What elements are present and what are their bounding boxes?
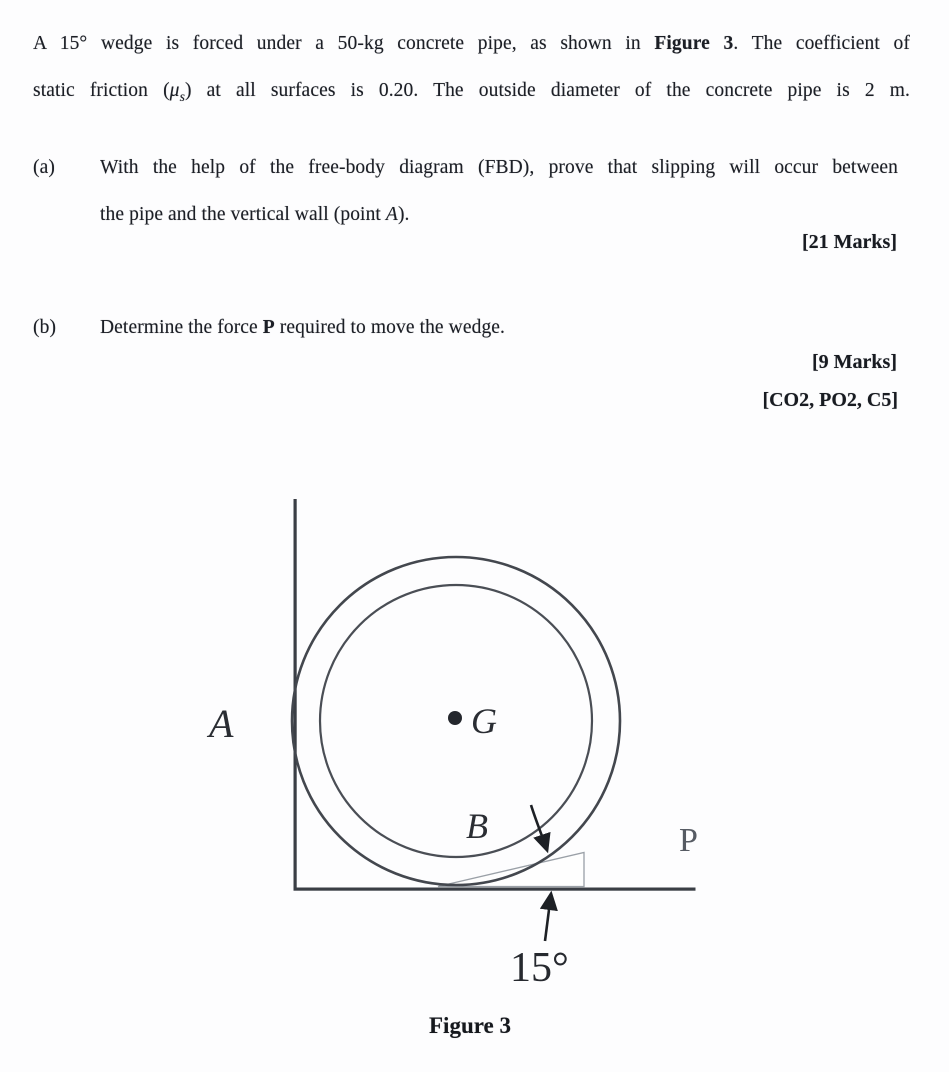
figure-3-diagram: [200, 485, 720, 1005]
figure-caption: Figure 3: [429, 1013, 511, 1038]
part-a-text: [100, 144, 898, 238]
floor-texture: [253, 891, 697, 933]
mu-symbol: μ: [169, 80, 180, 101]
label-center-g: G: [471, 701, 497, 741]
part-b-label: (b): [33, 317, 57, 338]
part-b-text: [100, 304, 900, 351]
part-a-line-2: the pipe and the vertical wall (point A).: [100, 204, 410, 225]
part-a-marks: [21 Marks]: [802, 231, 897, 253]
label-wall-point-a: A: [209, 701, 234, 746]
statement-line-1: A 15° wedge is forced under a 50-kg concrete pipe, as shown in Figure 3. The coefficient of: [33, 33, 910, 54]
part-a-label: (a): [33, 157, 55, 178]
label-angle-15: 15°: [510, 945, 569, 991]
part-a-line-1: With the help of the free-body diagram (FBD), prove that slipping will occur between: [100, 157, 898, 178]
center-dot: [448, 711, 462, 725]
wall-texture: [253, 499, 294, 949]
label-contact-b: B: [466, 806, 488, 846]
part-b-line-1: Determine the force P required to move the wedge.: [100, 317, 506, 338]
part-b-outcomes: [CO2, PO2, C5]: [762, 389, 898, 411]
label-force-p: P: [679, 822, 698, 859]
point-a-reference: A: [385, 204, 398, 225]
part-b-marks: [9 Marks]: [812, 351, 897, 373]
force-p-reference: P: [262, 317, 275, 338]
figure-reference: Figure 3: [654, 33, 734, 54]
mu-subscript: s: [179, 88, 185, 104]
statement-line-2: static friction $(\mu_s)$ at all surfaces is 0.20. The outside diameter of the concrete pipe is 2 m.: [33, 80, 910, 104]
problem-statement: [33, 20, 910, 114]
